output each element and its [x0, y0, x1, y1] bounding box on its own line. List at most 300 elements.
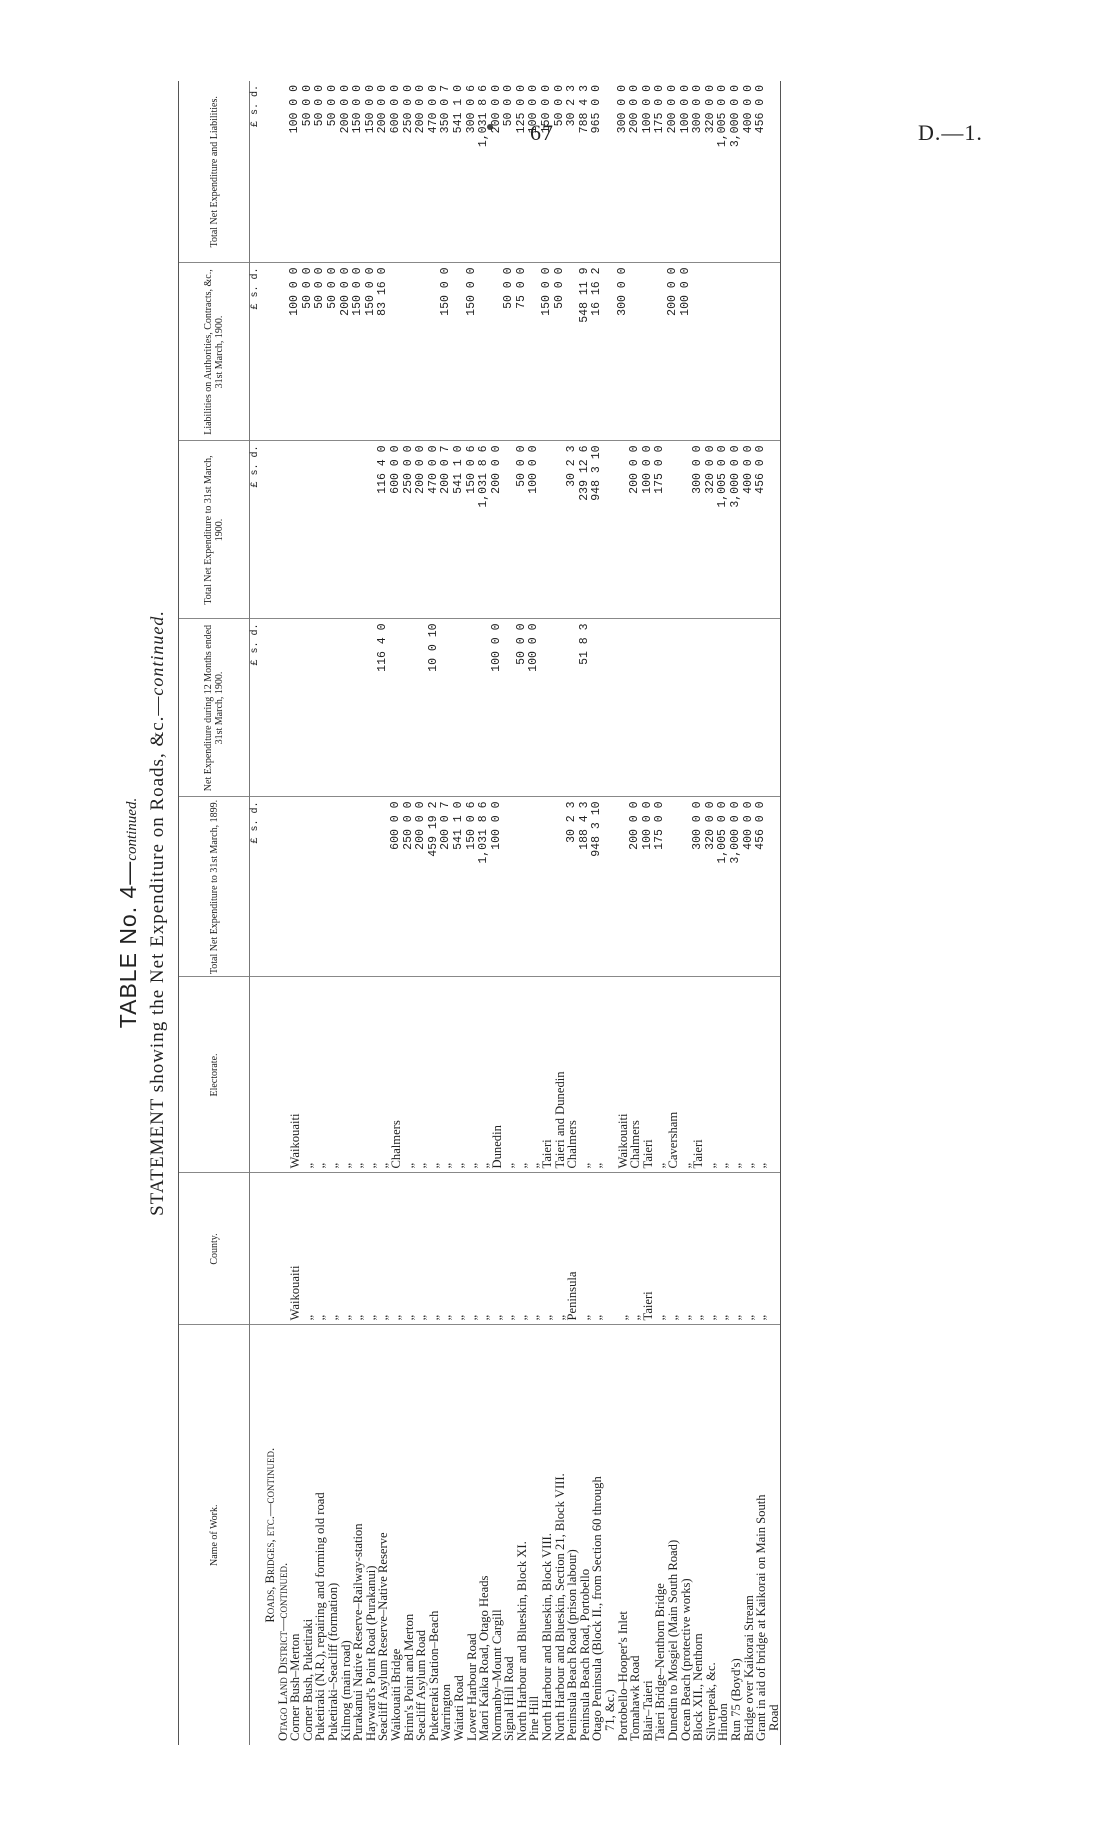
- total-cell: 200 0 0: [377, 81, 390, 263]
- expenditure-1900-cell: 116 4 0: [377, 441, 390, 619]
- total-cell: 3,000 0 0: [730, 81, 743, 263]
- table-row: [466, 81, 479, 1745]
- expenditure-12-months-cell: [390, 619, 403, 797]
- work-name-cell: Silverpeak, &c.: [703, 1662, 718, 1741]
- expenditure-1900-cell: 200 0 0: [491, 441, 504, 619]
- county-cell: „: [755, 1173, 768, 1325]
- work-name-cell: Brinn's Point and Merton: [401, 1613, 416, 1741]
- county-cell: „: [478, 1173, 491, 1325]
- section-heading: Roads, Bridges, etc.—continued.: [263, 1447, 277, 1623]
- electorate-cell: „: [352, 977, 365, 1173]
- table-row: [755, 81, 768, 1745]
- total-cell: [604, 81, 617, 263]
- table-row: [478, 81, 491, 1745]
- electorate-cell: „: [654, 977, 667, 1173]
- table-row: [453, 81, 466, 1745]
- expenditure-1899-cell: [365, 797, 378, 977]
- table-row: [717, 81, 730, 1745]
- electorate-cell: „: [340, 977, 353, 1173]
- rotated-table-page: [95, 81, 1105, 1745]
- table-row: [352, 81, 365, 1745]
- expenditure-1900-cell: [768, 441, 781, 619]
- expenditure-12-months-cell: [503, 619, 516, 797]
- expenditure-1899-cell: 600 0 0: [390, 797, 403, 977]
- electorate-cell: Taieri and Dunedin: [554, 977, 567, 1173]
- work-name-cell: Hindon: [716, 1703, 731, 1741]
- expenditure-1900-cell: [352, 441, 365, 619]
- liabilities-cell: [403, 263, 416, 441]
- expenditure-1899-cell: 100 0 0: [642, 797, 655, 977]
- liabilities-cell: 150 0 0: [541, 263, 554, 441]
- liabilities-cell: 16 16 2: [591, 263, 604, 441]
- expenditure-1899-cell: [289, 797, 302, 977]
- total-cell: 600 0 0: [390, 81, 403, 263]
- total-cell: 456 0 0: [755, 81, 768, 263]
- table-row: [604, 81, 617, 1745]
- work-name-cell: Tomahawk Road: [628, 1655, 643, 1741]
- table-row: [289, 81, 302, 1745]
- electorate-cell: „: [377, 977, 390, 1173]
- expenditure-1900-cell: 3,000 0 0: [730, 441, 743, 619]
- work-name-cell: Corner Bush, Puketiraki: [300, 1618, 315, 1741]
- total-cell: 200 0 0: [340, 81, 353, 263]
- county-cell: „: [692, 1173, 705, 1325]
- expenditure-1899-cell: [340, 797, 353, 977]
- expenditure-1899-cell: 200 0 7: [440, 797, 453, 977]
- expenditure-1900-cell: 1,005 0 0: [717, 441, 730, 619]
- expenditure-1900-cell: [302, 441, 315, 619]
- total-cell: 100 0 0: [289, 81, 302, 263]
- electorate-cell: „: [466, 977, 479, 1173]
- county-cell: „: [591, 1173, 604, 1325]
- county-cell: [604, 1173, 617, 1325]
- expenditure-1900-cell: 150 0 6: [466, 441, 479, 619]
- liabilities-cell: [478, 263, 491, 441]
- expenditure-12-months-cell: [692, 619, 705, 797]
- work-name-cell: Puketiraki (N.R.), repairing and forming old road: [313, 1492, 328, 1741]
- table-row: [516, 81, 529, 1745]
- county-cell: „: [516, 1173, 529, 1325]
- county-cell: „: [680, 1173, 693, 1325]
- total-cell: 100 0 0: [680, 81, 693, 263]
- expenditure-12-months-cell: [314, 619, 327, 797]
- county-cell: „: [554, 1173, 567, 1325]
- section-heading-row: [264, 81, 277, 1745]
- expenditure-12-months-cell: [302, 619, 315, 797]
- electorate-cell: „: [327, 977, 340, 1173]
- county-cell: „: [403, 1173, 416, 1325]
- county-cell: „: [617, 1173, 630, 1325]
- liabilities-cell: 150 0 0: [365, 263, 378, 441]
- expenditure-1900-cell: 470 0 0: [428, 441, 441, 619]
- table-row: [415, 81, 428, 1745]
- electorate-cell: [768, 977, 781, 1173]
- liabilities-cell: [705, 263, 718, 441]
- liabilities-cell: 100 0 0: [289, 263, 302, 441]
- unit-label: £ s. d.: [250, 441, 265, 619]
- county-cell: [768, 1173, 781, 1325]
- document-reference: D.—1.: [918, 120, 983, 145]
- table-row: [327, 81, 340, 1745]
- work-name-cell: Normanby–Mount Cargill: [489, 1609, 504, 1741]
- electorate-cell: „: [680, 977, 693, 1173]
- expenditure-12-months-cell: [730, 619, 743, 797]
- expenditure-1899-cell: 456 0 0: [755, 797, 768, 977]
- work-name-cell: Taieri Bridge–Nenthorn Bridge: [653, 1583, 668, 1741]
- electorate-cell: „: [579, 977, 592, 1173]
- total-cell: 300 0 0: [617, 81, 630, 263]
- table-row: [365, 81, 378, 1745]
- expenditure-12-months-cell: [705, 619, 718, 797]
- work-name-cell: Pine Hill: [527, 1695, 542, 1741]
- work-name-cell: Bridge over Kaikorai Stream: [741, 1595, 756, 1741]
- page-number: 67: [530, 120, 554, 145]
- expenditure-12-months-cell: [289, 619, 302, 797]
- total-cell: 470 0 0: [428, 81, 441, 263]
- expenditure-1899-cell: [516, 797, 529, 977]
- county-cell: „: [302, 1173, 315, 1325]
- expenditure-12-months-cell: [768, 619, 781, 797]
- table-row: [692, 81, 705, 1745]
- work-name-cell: Peninsula Beach Road, Portobello: [577, 1568, 592, 1741]
- county-cell: „: [717, 1173, 730, 1325]
- table-row: [642, 81, 655, 1745]
- liabilities-cell: [743, 263, 756, 441]
- district-heading: Otago Land District—continued.: [275, 1562, 290, 1741]
- electorate-cell: „: [705, 977, 718, 1173]
- county-cell: „: [340, 1173, 353, 1325]
- county-cell: „: [327, 1173, 340, 1325]
- table-row: [403, 81, 416, 1745]
- electorate-cell: „: [503, 977, 516, 1173]
- total-cell: 150 0 0: [541, 81, 554, 263]
- electorate-cell: Chalmers: [629, 977, 642, 1173]
- expenditure-1900-cell: 30 2 3: [566, 441, 579, 619]
- expenditure-1900-cell: 600 0 0: [390, 441, 403, 619]
- table-row: [768, 81, 781, 1745]
- liabilities-cell: 150 0 0: [352, 263, 365, 441]
- expenditure-12-months-cell: 50 0 0: [516, 619, 529, 797]
- county-cell: Peninsula: [566, 1173, 579, 1325]
- col-total: Total Net Expenditure and Liabilities.: [179, 81, 250, 263]
- liabilities-cell: 50 0 0: [314, 263, 327, 441]
- liabilities-cell: 50 0 0: [554, 263, 567, 441]
- electorate-cell: „: [730, 977, 743, 1173]
- expenditure-12-months-cell: [466, 619, 479, 797]
- expenditure-1900-cell: [289, 441, 302, 619]
- work-name-cell: Road: [768, 1325, 781, 1745]
- table-row: [491, 81, 504, 1745]
- liabilities-cell: 300 0 0: [617, 263, 630, 441]
- total-cell: 300 0 0: [692, 81, 705, 263]
- electorate-cell: „: [403, 977, 416, 1173]
- work-name-cell: Puketeraki Station–Beach: [426, 1610, 441, 1741]
- work-name-cell: Otago Peninsula (Block II., from Section 60 through: [590, 1476, 605, 1741]
- work-name-cell: Maori Kaika Road, Otago Heads: [477, 1575, 492, 1741]
- col-name-of-work: Name of Work.: [179, 1325, 250, 1745]
- expenditure-12-months-cell: [743, 619, 756, 797]
- expenditure-1900-cell: 320 0 0: [705, 441, 718, 619]
- statement-title: STATEMENT showing the Net Expenditure on Roads, &c.—continued.: [147, 610, 168, 1216]
- electorate-cell: „: [415, 977, 428, 1173]
- county-cell: „: [314, 1173, 327, 1325]
- expenditure-1899-cell: [541, 797, 554, 977]
- table-row: [390, 81, 403, 1745]
- header-row: [179, 81, 250, 1745]
- expenditure-1899-cell: [667, 797, 680, 977]
- electorate-cell: „: [440, 977, 453, 1173]
- county-cell: „: [541, 1173, 554, 1325]
- total-cell: 788 4 3: [579, 81, 592, 263]
- electorate-cell: Waikouaiti: [617, 977, 630, 1173]
- liabilities-cell: 200 0 0: [340, 263, 353, 441]
- work-name-cell: Peninsula Beach Road (prison labour): [565, 1549, 580, 1741]
- expenditure-1900-cell: 400 0 0: [743, 441, 756, 619]
- expenditure-12-months-cell: [755, 619, 768, 797]
- expenditure-12-months-cell: 51 8 3: [579, 619, 592, 797]
- table-row: [440, 81, 453, 1745]
- table-row: [591, 81, 604, 1745]
- expenditure-1900-cell: [314, 441, 327, 619]
- work-name-cell: Corner Bush–Merton: [288, 1633, 303, 1741]
- work-name-cell: Signal Hill Road: [502, 1656, 517, 1741]
- liabilities-cell: [629, 263, 642, 441]
- electorate-cell: „: [453, 977, 466, 1173]
- expenditure-12-months-cell: [566, 619, 579, 797]
- col-expenditure-1900: Total Net Expenditure to 31st March, 1900.: [179, 441, 250, 619]
- unit-label: £ s. d.: [250, 263, 265, 441]
- expenditure-1899-cell: [352, 797, 365, 977]
- liabilities-cell: [453, 263, 466, 441]
- expenditure-1899-cell: [302, 797, 315, 977]
- county-cell: „: [705, 1173, 718, 1325]
- expenditure-1899-cell: 541 1 0: [453, 797, 466, 977]
- unit-label: £ s. d.: [250, 81, 265, 263]
- work-name-cell: Hayward's Point Road (Purakanui): [363, 1565, 378, 1741]
- expenditure-1900-cell: [503, 441, 516, 619]
- work-name-cell: Ocean Beach (protective works): [678, 1578, 693, 1741]
- expenditure-1899-cell: 1,031 8 6: [478, 797, 491, 977]
- county-cell: „: [440, 1173, 453, 1325]
- expenditure-12-months-cell: [680, 619, 693, 797]
- electorate-cell: „: [516, 977, 529, 1173]
- total-cell: 250 0 0: [403, 81, 416, 263]
- county-cell: „: [466, 1173, 479, 1325]
- county-cell: Waikouaiti: [289, 1173, 302, 1325]
- total-cell: 150 0 0: [352, 81, 365, 263]
- electorate-cell: „: [755, 977, 768, 1173]
- expenditure-1899-cell: [768, 797, 781, 977]
- county-cell: „: [730, 1173, 743, 1325]
- expenditure-12-months-cell: [617, 619, 630, 797]
- expenditure-1900-cell: 200 0 0: [415, 441, 428, 619]
- unit-label: £ s. d.: [250, 797, 265, 977]
- district-heading-row: [277, 81, 290, 1745]
- table-row: [503, 81, 516, 1745]
- county-cell: „: [390, 1173, 403, 1325]
- total-cell: 100 0 0: [528, 81, 541, 263]
- expenditure-1900-cell: 50 0 0: [516, 441, 529, 619]
- total-cell: 965 0 0: [591, 81, 604, 263]
- expenditure-1899-cell: 250 0 0: [403, 797, 416, 977]
- total-cell: 400 0 0: [743, 81, 756, 263]
- expenditure-1900-cell: [340, 441, 353, 619]
- total-cell: 125 0 0: [516, 81, 529, 263]
- liabilities-cell: [415, 263, 428, 441]
- liabilities-cell: 548 11 9: [579, 263, 592, 441]
- expenditure-1899-cell: 459 19 2: [428, 797, 441, 977]
- county-cell: „: [743, 1173, 756, 1325]
- expenditure-12-months-cell: [352, 619, 365, 797]
- work-name-cell: Waikouaiti Bridge: [388, 1648, 403, 1741]
- table-number: TABLE No. 4—continued.: [115, 797, 141, 1029]
- expenditure-1900-cell: 100 0 0: [528, 441, 541, 619]
- expenditure-1900-cell: 456 0 0: [755, 441, 768, 619]
- unit-row: [250, 81, 265, 1745]
- electorate-cell: „: [478, 977, 491, 1173]
- work-name-cell: Run 75 (Boyd's): [728, 1658, 743, 1741]
- liabilities-cell: [717, 263, 730, 441]
- electorate-cell: „: [528, 977, 541, 1173]
- county-cell: „: [579, 1173, 592, 1325]
- expenditure-1899-cell: 150 0 6: [466, 797, 479, 977]
- liabilities-cell: [730, 263, 743, 441]
- expenditure-1899-cell: 30 2 3: [566, 797, 579, 977]
- col-electorate: Electorate.: [179, 977, 250, 1173]
- expenditure-1899-cell: 3,000 0 0: [730, 797, 743, 977]
- expenditure-1899-cell: 175 0 0: [654, 797, 667, 977]
- expenditure-1900-cell: [541, 441, 554, 619]
- total-cell: 100 0 0: [642, 81, 655, 263]
- expenditure-12-months-cell: [591, 619, 604, 797]
- table-row: [730, 81, 743, 1745]
- total-cell: 200 0 0: [629, 81, 642, 263]
- expenditure-12-months-cell: [554, 619, 567, 797]
- total-cell: 320 0 0: [705, 81, 718, 263]
- expenditure-12-months-cell: [604, 619, 617, 797]
- expenditure-12-months-cell: [642, 619, 655, 797]
- total-cell: 50 0 0: [314, 81, 327, 263]
- work-name-cell: Puketiraki–Seacliff (formation): [325, 1582, 340, 1741]
- unit-label: £ s. d.: [250, 619, 265, 797]
- table-row: [705, 81, 718, 1745]
- expenditure-1899-cell: 100 0 0: [491, 797, 504, 977]
- work-name-cell: Lower Harbour Road: [464, 1633, 479, 1741]
- expenditure-12-months-cell: [654, 619, 667, 797]
- work-name-cell: Seacliff Asylum Reserve–Native Reserve: [376, 1532, 391, 1741]
- total-cell: [768, 81, 781, 263]
- liabilities-cell: 150 0 0: [440, 263, 453, 441]
- total-cell: 300 0 6: [466, 81, 479, 263]
- county-cell: „: [491, 1173, 504, 1325]
- total-cell: 1,031 8 6: [478, 81, 491, 263]
- work-name-cell: Kilmog (main road): [338, 1640, 353, 1741]
- county-cell: „: [629, 1173, 642, 1325]
- expenditure-12-months-cell: [629, 619, 642, 797]
- liabilities-cell: 50 0 0: [327, 263, 340, 441]
- liabilities-cell: [755, 263, 768, 441]
- county-cell: „: [453, 1173, 466, 1325]
- total-cell: 200 0 0: [415, 81, 428, 263]
- electorate-cell: „: [314, 977, 327, 1173]
- electorate-cell: „: [591, 977, 604, 1173]
- work-name-cell: Grant in aid of bridge at Kaikorai on Main South: [754, 1494, 769, 1741]
- col-county: County.: [179, 1173, 250, 1325]
- work-name-cell: 71, &c.): [603, 1689, 618, 1731]
- work-name-cell: Blair–Taieri: [640, 1680, 655, 1741]
- expenditure-12-months-cell: [717, 619, 730, 797]
- liabilities-cell: [768, 263, 781, 441]
- county-cell: „: [352, 1173, 365, 1325]
- electorate-cell: Chalmers: [390, 977, 403, 1173]
- liabilities-cell: [604, 263, 617, 441]
- electorate-cell: Taieri: [541, 977, 554, 1173]
- county-cell: Taieri: [642, 1173, 655, 1325]
- county-cell: „: [654, 1173, 667, 1325]
- total-cell: 350 0 7: [440, 81, 453, 263]
- table-row: [617, 81, 630, 1745]
- liabilities-cell: 150 0 0: [466, 263, 479, 441]
- expenditure-1900-cell: 541 1 0: [453, 441, 466, 619]
- expenditure-12-months-cell: [403, 619, 416, 797]
- liabilities-cell: [692, 263, 705, 441]
- work-name-cell: Portobello–Hooper's Inlet: [615, 1611, 630, 1741]
- expenditure-1900-cell: 200 0 0: [629, 441, 642, 619]
- electorate-cell: „: [302, 977, 315, 1173]
- table-row: [340, 81, 353, 1745]
- table-row: [629, 81, 642, 1745]
- county-cell: „: [528, 1173, 541, 1325]
- expenditure-1899-cell: [528, 797, 541, 977]
- table-row: [680, 81, 693, 1745]
- work-name-cell: North Harbour and Blueskin, Block XI.: [514, 1541, 529, 1741]
- liabilities-cell: 50 0 0: [503, 263, 516, 441]
- work-name-cell: Seacliff Asylum Road: [414, 1629, 429, 1741]
- expenditure-12-months-cell: [415, 619, 428, 797]
- table-row: [654, 81, 667, 1745]
- expenditure-1900-cell: 200 0 7: [440, 441, 453, 619]
- expenditure-1900-cell: 239 12 6: [579, 441, 592, 619]
- table-row: [377, 81, 390, 1745]
- expenditure-12-months-cell: 116 4 0: [377, 619, 390, 797]
- total-cell: 175 0 0: [654, 81, 667, 263]
- expenditure-1899-cell: [503, 797, 516, 977]
- work-name-cell: Waitati Road: [451, 1675, 466, 1741]
- liabilities-cell: [390, 263, 403, 441]
- expenditure-1900-cell: 250 0 0: [403, 441, 416, 619]
- expenditure-1899-cell: [604, 797, 617, 977]
- expenditure-12-months-cell: [541, 619, 554, 797]
- expenditure-1900-cell: 100 0 0: [642, 441, 655, 619]
- total-cell: 1,005 0 0: [717, 81, 730, 263]
- total-cell: 50 0 0: [302, 81, 315, 263]
- work-name-cell: Dunedin to Mosgiel (Main South Road): [666, 1539, 680, 1741]
- table-row: [667, 81, 680, 1745]
- total-cell: 50 0 0: [327, 81, 340, 263]
- expenditure-1900-cell: 175 0 0: [654, 441, 667, 619]
- expenditure-1899-cell: 188 4 3: [579, 797, 592, 977]
- expenditure-1899-cell: 200 0 0: [629, 797, 642, 977]
- expenditure-12-months-cell: [327, 619, 340, 797]
- electorate-cell: Taieri: [642, 977, 655, 1173]
- total-cell: 541 1 0: [453, 81, 466, 263]
- expenditure-1899-cell: 948 3 10: [591, 797, 604, 977]
- expenditure-table: [178, 81, 781, 1745]
- expenditure-1899-cell: 200 0 0: [415, 797, 428, 977]
- electorate-cell: Dunedin: [491, 977, 504, 1173]
- expenditure-12-months-cell: [667, 619, 680, 797]
- table-row: [566, 81, 579, 1745]
